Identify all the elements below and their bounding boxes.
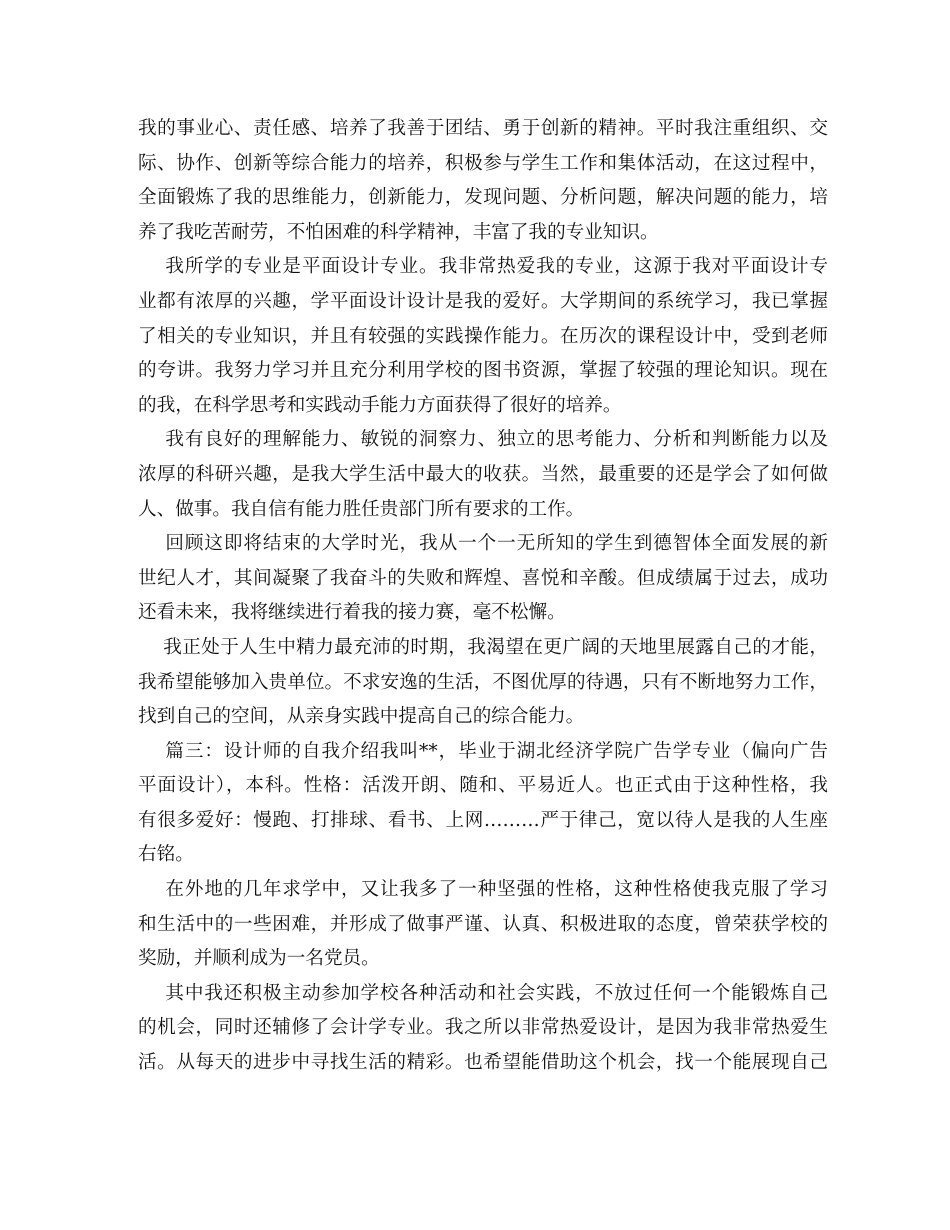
text-line: 活。从每天的进步中寻找生活的精彩。也希望能借助这个机会，找一个能展现自己 xyxy=(138,1052,828,1074)
text-line: 篇三：设计师的自我介绍我叫**，毕业于湖北经济学院广告学专业（偏向广告 xyxy=(138,740,828,762)
text-line: 养了我吃苦耐劳，不怕困难的科学精神，丰富了我的专业知识。 xyxy=(138,221,659,243)
paragraph xyxy=(138,631,828,735)
text-line: 际、协作、创新等综合能力的培养，积极参与学生工作和集体活动，在这过程中， xyxy=(138,152,828,174)
text-line: 我的事业心、责任感、培养了我善于团结、勇于创新的精神。平时我注重组织、交 xyxy=(138,118,828,139)
paragraph xyxy=(138,735,828,873)
text-line: 业都有浓厚的兴趣，学平面设计设计是我的爱好。大学期间的系统学习，我已掌握 xyxy=(138,290,828,312)
text-line: 还看未来，我将继续进行着我的接力赛，毫不松懈。 xyxy=(138,602,566,624)
text-line: 的夸讲。我努力学习并且充分利用学校的图书资源，掌握了较强的理论知识。现在 xyxy=(138,360,828,382)
text-line: 了相关的专业知识，并且有较强的实践操作能力。在历次的课程设计中，受到老师 xyxy=(138,325,828,347)
paragraph xyxy=(138,527,828,631)
text-line: 的机会，同时还辅修了会计学专业。我之所以非常热爱设计，是因为我非常热爱生 xyxy=(138,1017,828,1039)
text-line: 浓厚的科研兴趣，是我大学生活中最大的收获。当然，最重要的还是学会了如何做 xyxy=(138,463,828,485)
document-body xyxy=(138,112,828,1081)
text-line: 我希望能够加入贵单位。不求安逸的生活，不图优厚的待遇，只有不断地努力工作， xyxy=(138,671,828,693)
text-line: 和生活中的一些困难，并形成了做事严谨、认真、积极进取的态度，曾荣获学校的 xyxy=(138,913,828,935)
text-line: 我有良好的理解能力、敏锐的洞察力、独立的思考能力、分析和判断能力以及 xyxy=(138,429,828,451)
text-line: 我所学的专业是平面设计专业。我非常热爱我的专业，这源于我对平面设计专 xyxy=(138,256,828,278)
text-line: 世纪人才，其间凝聚了我奋斗的失败和辉煌、喜悦和辛酸。但成绩属于过去，成功 xyxy=(138,567,828,589)
text-line: 人、做事。我自信有能力胜任贵部门所有要求的工作。 xyxy=(138,498,585,520)
text-line: 平面设计），本科。性格：活泼开朗、随和、平易近人。也正式由于这种性格，我 xyxy=(138,775,828,797)
paragraph xyxy=(138,250,828,423)
paragraph xyxy=(138,977,828,1081)
text-line: 右铭。 xyxy=(138,844,194,866)
text-line: 全面锻炼了我的思维能力，创新能力，发现问题、分析问题，解决问题的能力，培 xyxy=(138,187,828,209)
text-line: 的我，在科学思考和实践动手能力方面获得了很好的培养。 xyxy=(138,394,622,416)
text-line: 回顾这即将结束的大学时光，我从一个一无所知的学生到德智体全面发展的新 xyxy=(138,533,828,555)
paragraph xyxy=(138,423,828,527)
text-line: 有很多爱好：慢跑、打排球、看书、上网………严于律己，宽以待人是我的人生座 xyxy=(138,809,828,831)
text-line: 在外地的几年求学中，又让我多了一种坚强的性格，这种性格使我克服了学习 xyxy=(138,879,828,901)
paragraph xyxy=(138,112,828,250)
paragraph xyxy=(138,873,828,977)
text-line: 找到自己的空间，从亲身实践中提高自己的综合能力。 xyxy=(138,706,585,728)
text-line: 我正处于人生中精力最充沛的时期，我渴望在更广阔的天地里展露自己的才能， xyxy=(138,636,828,658)
text-line: 奖励，并顺利成为一名党员。 xyxy=(138,948,380,970)
text-line: 其中我还积极主动参加学校各种活动和社会实践，不放过任何一个能锻炼自己 xyxy=(138,982,828,1004)
